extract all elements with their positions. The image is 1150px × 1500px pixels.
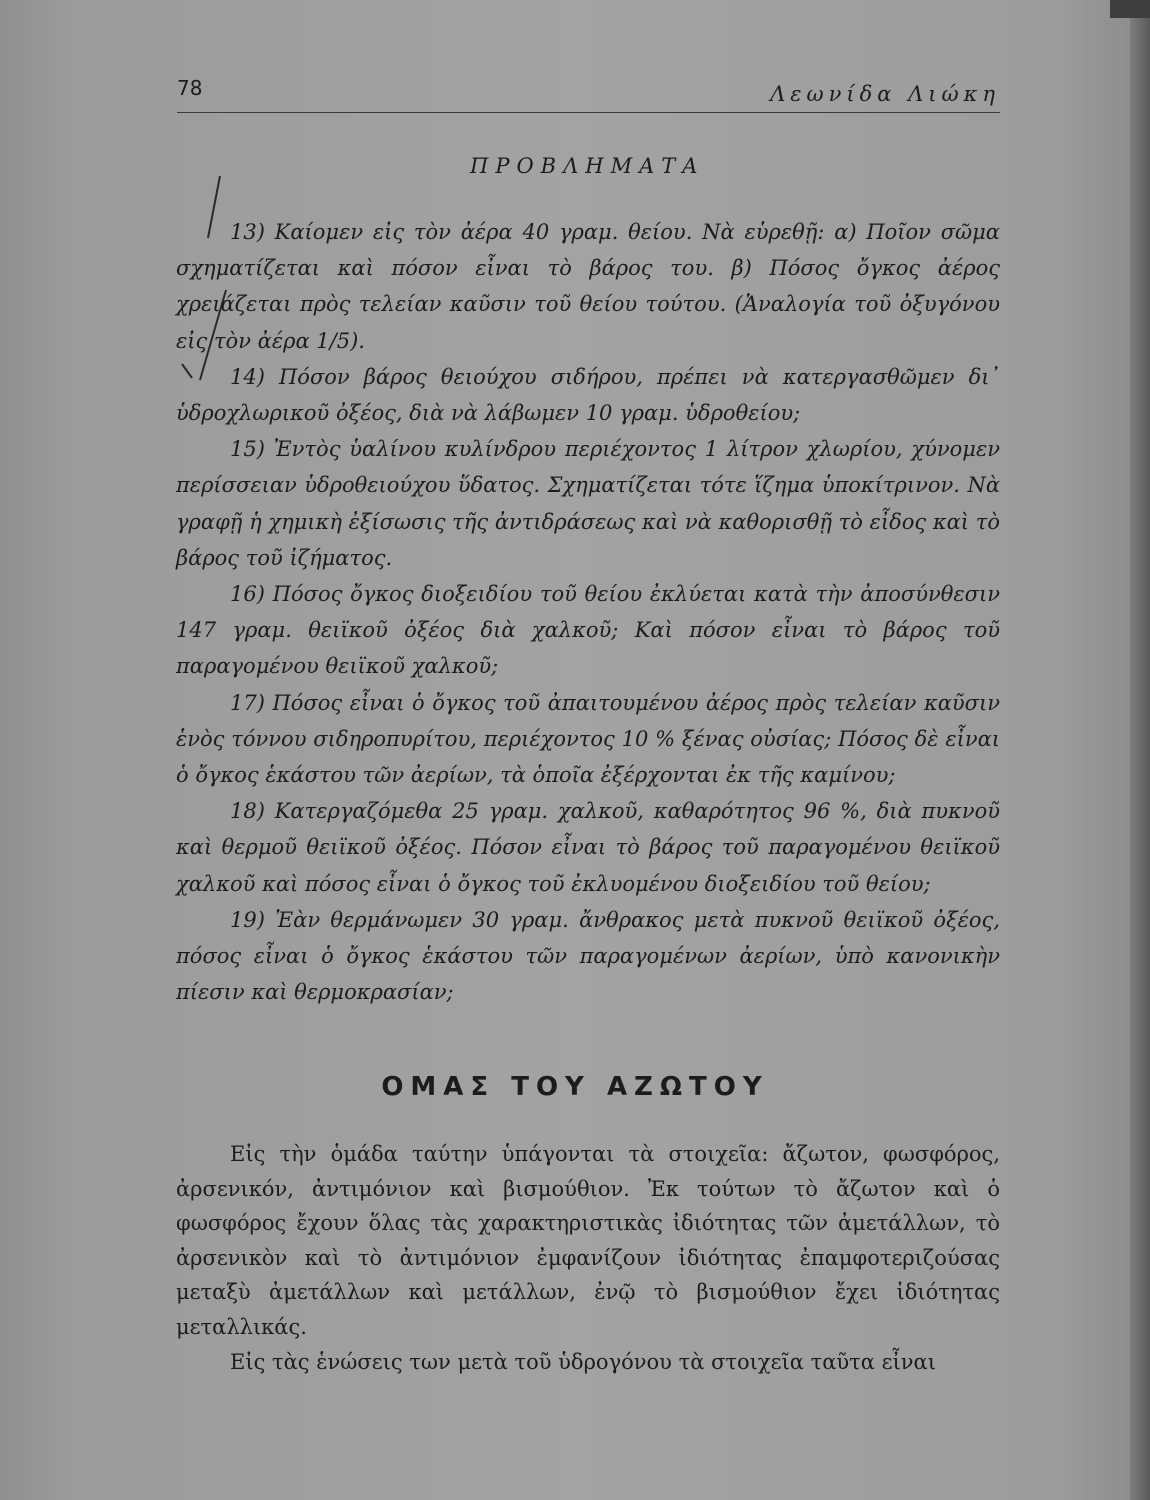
problems-list [176,214,1000,1010]
scan-corner [1110,0,1150,18]
book-spine-shadow [1130,0,1150,1500]
problem-item: 14) Πόσον βάρος θειούχου σιδήρου, πρέπει νὰ κατεργασθῶμεν δι᾽ ὑδροχλωρικοῦ ὀξέος, διὰ νὰ λάβωμεν 10 γραμ. ὑδροθείου; [176,364,1000,426]
body-paragraph: Εἰς τὴν ὁμάδα ταύτην ὑπάγονται τὰ στοιχεῖα: ἄζωτον, φωσφόρος, ἀρσενικόν, ἀντιμόνιον καὶ βισμούθιον. Ἐκ τούτων τὸ ἄζωτον καὶ ὁ φωσφόρος ἔχουν ὅλας τὰς χαρακτηριστικὰς ἰδιότητας τῶν ἀμετάλλων, τὸ ἀρσενικὸν καὶ τὸ ἀντιμόνιον ἐμφανίζουν ἰδιότητας ἐπαμφοτεριζούσας μεταξὺ ἀμετάλλων καὶ μετάλλων, ἐνῷ τὸ βισμούθιον ἔχει ἰδιότητας μεταλλικάς. [176,1142,1000,1339]
problem-item: 13) Καίομεν εἰς τὸν ἀέρα 40 γραμ. θείου. Νὰ εὑρεθῇ: α) Ποῖον σῶμα σχηματίζεται καὶ πόσον εἶναι τὸ βάρος του. β) Πόσος ὄγκος ἀέρος χρειάζεται πρὸς τελείαν καῦσιν τοῦ θείου τούτου. (Ἀναλογία τοῦ ὀξυγόνου εἰς τὸν ἀέρα 1/5). [176,220,1000,353]
page-header [177,76,1000,113]
problem-item: 15) Ἐντὸς ὑαλίνου κυλίνδρου περιέχοντος 1 λίτρον χλωρίου, χύνομεν περίσσειαν ὑδροθειούχου ὕδατος. Σχηματίζεται τότε ἵζημα ὑποκίτρινον. Νὰ γραφῇ ἡ χημικὴ ἐξίσωσις τῆς ἀντιδράσεως καὶ νὰ καθορισθῇ τὸ εἶδος καὶ τὸ βάρος τοῦ ἰζήματος. [176,437,1000,570]
problem-item: 19) Ἐὰν θερμάνωμεν 30 γραμ. ἄνθρακος μετὰ πυκνοῦ θειϊκοῦ ὀξέος, πόσος εἶναι ὁ ὄγκος ἑκάστου τῶν παραγομένων ἀερίων, ὑπὸ κανονικὴν πίεσιν καὶ θερμοκρασίαν; [176,907,1000,1005]
problems-heading: ΠΡΟΒΛΗΜΑΤΑ [470,154,705,178]
problem-item: 17) Πόσος εἶναι ὁ ὄγκος τοῦ ἀπαιτουμένου ἀέρος πρὸς τελείαν καῦσιν ἑνὸς τόννου σιδηροπυρίτου, περιέχοντος 10 % ξένας οὐσίας; Πόσος δὲ εἶναι ὁ ὄγκος ἑκάστου τῶν ἀερίων, τὰ ὁποῖα ἐξέρχονται ἐκ τῆς καμίνου; [176,690,1000,788]
problem-item: 18) Κατεργαζόμεθα 25 γραμ. χαλκοῦ, καθαρότητος 96 %, διὰ πυκνοῦ καὶ θερμοῦ θειϊκοῦ ὀξέος. Πόσον εἶναι τὸ βάρος τοῦ παραγομένου θειϊκοῦ χαλκοῦ καὶ πόσος εἶναι ὁ ὄγκος τοῦ ἐκλυομένου διοξειδίου τοῦ θείου; [176,799,1000,896]
running-head-author: Λεωνίδα Λιώκη [770,82,1000,106]
section-heading: ΟΜΑΣ ΤΟΥ ΑΖΩΤΟΥ [381,1072,769,1102]
page-number: 78 [177,76,203,100]
problem-item: 16) Πόσος ὄγκος διοξειδίου τοῦ θείου ἐκλύεται κατὰ τὴν ἀποσύνθεσιν 147 γραμ. θειϊκοῦ ὀξέος διὰ χαλκοῦ; Καὶ πόσον εἶναι τὸ βάρος τοῦ παραγομένου θειϊκοῦ χαλκοῦ; [176,582,1000,679]
body-paragraph: Εἰς τὰς ἑνώσεις των μετὰ τοῦ ὑδρογόνου τὰ στοιχεῖα ταῦτα εἶναι [230,1349,936,1374]
section-body [176,1137,1000,1379]
